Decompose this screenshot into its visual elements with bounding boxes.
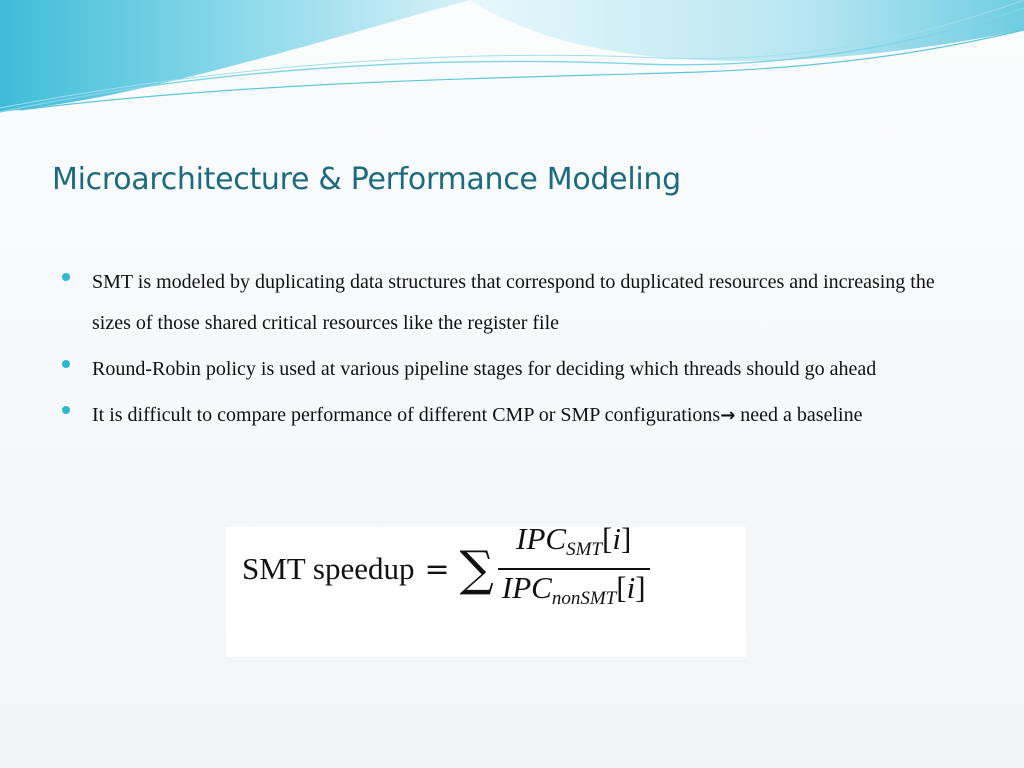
bullet-text: [92, 404, 862, 426]
header-wave-decoration: [0, 0, 1024, 130]
numerator-subscript: SMT: [566, 539, 603, 561]
formula-lhs: SMT speedup: [242, 551, 415, 586]
smt-speedup-formula: [242, 521, 650, 611]
formula-denominator: [498, 570, 650, 617]
slide-title: Microarchitecture & Performance Modeling: [52, 162, 681, 197]
bullet-list: [60, 262, 960, 441]
formula-fraction: [498, 521, 650, 617]
arrow-right-icon: →: [720, 405, 736, 426]
formula-image: [226, 521, 746, 657]
formula-equals: =: [424, 551, 450, 587]
formula-numerator: [512, 521, 635, 568]
denominator-subscript: nonSMT: [551, 587, 617, 609]
bullet-dot-icon: [62, 273, 70, 281]
bullet-item: [60, 349, 960, 390]
bullet-item: [60, 262, 960, 344]
bullet-text-part: It is difficult to compare performance of different CMP or SMP configurations: [92, 404, 721, 426]
bullet-text: Round-Robin policy is used at various pipeline stages for deciding which threads should go ahead: [92, 358, 877, 380]
denominator-bracket-open: [: [616, 569, 627, 605]
denominator-base: IPC: [501, 569, 552, 605]
denominator-index: i: [626, 569, 636, 605]
summation-icon: ∑: [459, 541, 494, 597]
numerator-bracket-close: ]: [620, 521, 632, 557]
numerator-index: i: [612, 521, 621, 557]
numerator-base: IPC: [516, 521, 567, 557]
bullet-text: SMT is modeled by duplicating data structures that correspond to duplicated resources and increasing the sizes of those shared critical resources like the register file: [92, 271, 935, 334]
bullet-dot-icon: [62, 360, 70, 368]
bullet-item: [60, 395, 960, 436]
bullet-dot-icon: [62, 406, 70, 414]
numerator-bracket-open: [: [602, 521, 613, 557]
bullet-text-part: need a baseline: [735, 404, 863, 426]
denominator-bracket-close: ]: [635, 569, 646, 605]
